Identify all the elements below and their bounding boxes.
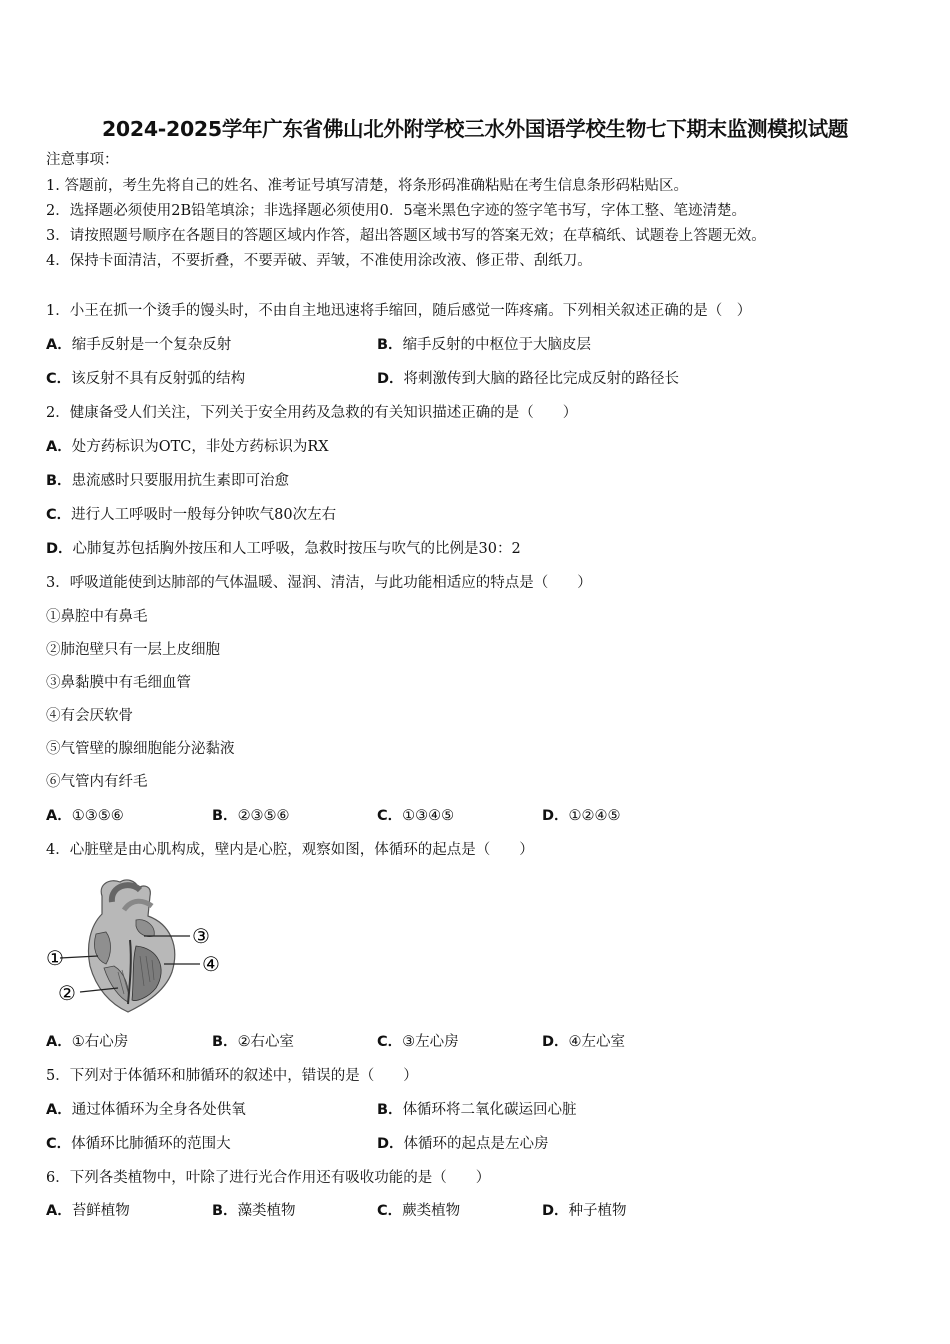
q5-option-a	[46, 1100, 246, 1120]
option-text: ①②④⑤	[568, 808, 621, 824]
q3-item-3: ③鼻黏膜中有毛细血管	[46, 675, 191, 691]
label-3-text: ③	[192, 924, 210, 948]
q3-item-1: ①鼻腔中有鼻毛	[46, 609, 148, 625]
q6-option-c	[377, 1201, 460, 1221]
option-key: C．	[46, 507, 72, 523]
option-key: B．	[46, 473, 72, 489]
option-key: A．	[46, 808, 72, 824]
q2-option-d	[46, 539, 521, 559]
q5-option-d	[377, 1134, 549, 1154]
q4-option-a	[46, 1032, 128, 1052]
q6-option-b	[212, 1201, 296, 1221]
option-text: 藻类植物	[237, 1203, 296, 1219]
q2-option-c	[46, 505, 336, 525]
label-4-text: ④	[202, 952, 220, 976]
q2-stem: 2．健康备受人们关注，下列关于安全用药及急救的有关知识描述正确的是（ ）	[46, 405, 578, 421]
q3-option-d	[542, 806, 621, 826]
option-key: C．	[377, 808, 403, 824]
q1-option-b	[377, 335, 591, 355]
option-key: C．	[377, 1034, 403, 1050]
option-key: A．	[46, 1034, 72, 1050]
q5-option-b	[377, 1100, 577, 1120]
option-key: B．	[212, 1034, 238, 1050]
option-text: 蕨类植物	[402, 1203, 461, 1219]
q5-stem: 5．下列对于体循环和肺循环的叙述中，错误的是（ ）	[46, 1068, 418, 1084]
heart-diagram	[40, 876, 230, 1016]
notice-item-3: 3．请按照题号顺序在各题目的答题区域内作答，超出答题区域书写的答案无效；在草稿纸、试题卷上答题无效。	[46, 228, 766, 244]
option-text: 心肺复苏包括胸外按压和人工呼吸，急救时按压与吹气的比例是30：2	[72, 541, 521, 557]
notice-item-2: 2．选择题必须使用2B铅笔填涂；非选择题必须使用0．5毫米黑色字迹的签字笔书写，字体工整、笔迹清楚。	[46, 203, 747, 219]
option-key: D．	[46, 541, 73, 557]
option-text: 处方药标识为OTC，非处方药标识为RX	[71, 439, 329, 455]
option-text: ③左心房	[402, 1034, 459, 1050]
option-key: B．	[212, 1203, 238, 1219]
notice-item-1: 1. 答题前，考生先将自己的姓名、准考证号填写清楚，将条形码准确粘贴在考生信息条形码粘贴区。	[46, 178, 688, 194]
option-key: D．	[377, 371, 404, 387]
option-text: ①③⑤⑥	[71, 808, 124, 824]
option-text: 体循环的起点是左心房	[403, 1136, 549, 1152]
q3-item-6: ⑥气管内有纤毛	[46, 774, 148, 790]
option-text: 苔鲜植物	[71, 1203, 130, 1219]
q4-stem: 4．心脏壁是由心肌构成，壁内是心腔，观察如图，体循环的起点是（ ）	[46, 842, 534, 858]
option-text: 该反射不具有反射弧的结构	[71, 371, 246, 387]
q3-option-c	[377, 806, 454, 826]
option-key: B．	[212, 808, 238, 824]
q1-option-a	[46, 335, 231, 355]
label-2-text: ②	[58, 981, 76, 1005]
option-key: B．	[377, 1102, 403, 1118]
q3-stem: 3．呼吸道能使到达肺部的气体温暖、湿润、清洁，与此功能相适应的特点是（ ）	[46, 575, 592, 591]
option-text: 体循环比肺循环的范围大	[71, 1136, 231, 1152]
option-text: ①③④⑤	[402, 808, 455, 824]
label-4	[202, 952, 220, 976]
option-key: B．	[377, 337, 403, 353]
notice-heading: 注意事项：	[46, 152, 119, 168]
option-key: D．	[542, 1034, 569, 1050]
option-text: 缩手反射是一个复杂反射	[71, 337, 232, 353]
label-3	[192, 924, 210, 948]
q2-option-a	[46, 437, 329, 457]
q3-item-4: ④有会厌软骨	[46, 708, 133, 724]
option-text: 体循环将二氧化碳运回心脏	[402, 1102, 577, 1118]
q4-option-b	[212, 1032, 294, 1052]
label-1-text: ①	[46, 946, 64, 970]
label-1	[46, 946, 64, 970]
q3-item-2: ②肺泡壁只有一层上皮细胞	[46, 642, 220, 658]
q3-item-5: ⑤气管壁的腺细胞能分泌黏液	[46, 741, 235, 757]
q3-option-b	[212, 806, 290, 826]
option-text: ②③⑤⑥	[237, 808, 290, 824]
option-text: 通过体循环为全身各处供氧	[71, 1102, 246, 1118]
option-key: A．	[46, 1203, 72, 1219]
option-text: 将刺激传到大脑的路径比完成反射的路径长	[403, 371, 680, 387]
option-text: ②右心室	[237, 1034, 295, 1050]
option-text: 患流感时只要服用抗生素即可治愈	[71, 473, 290, 489]
option-text: 缩手反射的中枢位于大脑皮层	[402, 337, 592, 353]
option-key: A．	[46, 337, 72, 353]
option-key: D．	[377, 1136, 404, 1152]
option-key: D．	[542, 1203, 569, 1219]
q6-stem: 6．下列各类植物中，叶除了进行光合作用还有吸收功能的是（ ）	[46, 1170, 491, 1186]
option-key: D．	[542, 808, 569, 824]
q1-option-c	[46, 369, 245, 389]
q1-stem: 1．小王在抓一个烫手的馒头时，不由自主地迅速将手缩回，随后感觉一阵疼痛。下列相关叙述正确的是（ ）	[46, 303, 752, 319]
option-text: 种子植物	[568, 1203, 627, 1219]
option-text: ①右心房	[71, 1034, 129, 1050]
q6-option-d	[542, 1201, 627, 1221]
q6-option-a	[46, 1201, 130, 1221]
q2-option-b	[46, 471, 289, 491]
option-key: C．	[46, 1136, 72, 1152]
option-key: A．	[46, 439, 72, 455]
option-text: ④左心室	[568, 1034, 626, 1050]
option-key: C．	[377, 1203, 403, 1219]
q4-option-c	[377, 1032, 459, 1052]
option-key: C．	[46, 371, 72, 387]
q3-option-a	[46, 806, 124, 826]
q5-option-c	[46, 1134, 231, 1154]
option-text: 进行人工呼吸时一般每分钟吹气80次左右	[71, 507, 337, 523]
q4-option-d	[542, 1032, 625, 1052]
page-title: 2024-2025学年广东省佛山北外附学校三水外国语学校生物七下期末监测模拟试题	[101, 117, 849, 141]
option-key: A．	[46, 1102, 72, 1118]
label-2	[58, 981, 76, 1005]
q1-option-d	[377, 369, 679, 389]
notice-item-4: 4．保持卡面清洁，不要折叠，不要弄破、弄皱，不准使用涂改液、修正带、刮纸刀。	[46, 253, 592, 269]
